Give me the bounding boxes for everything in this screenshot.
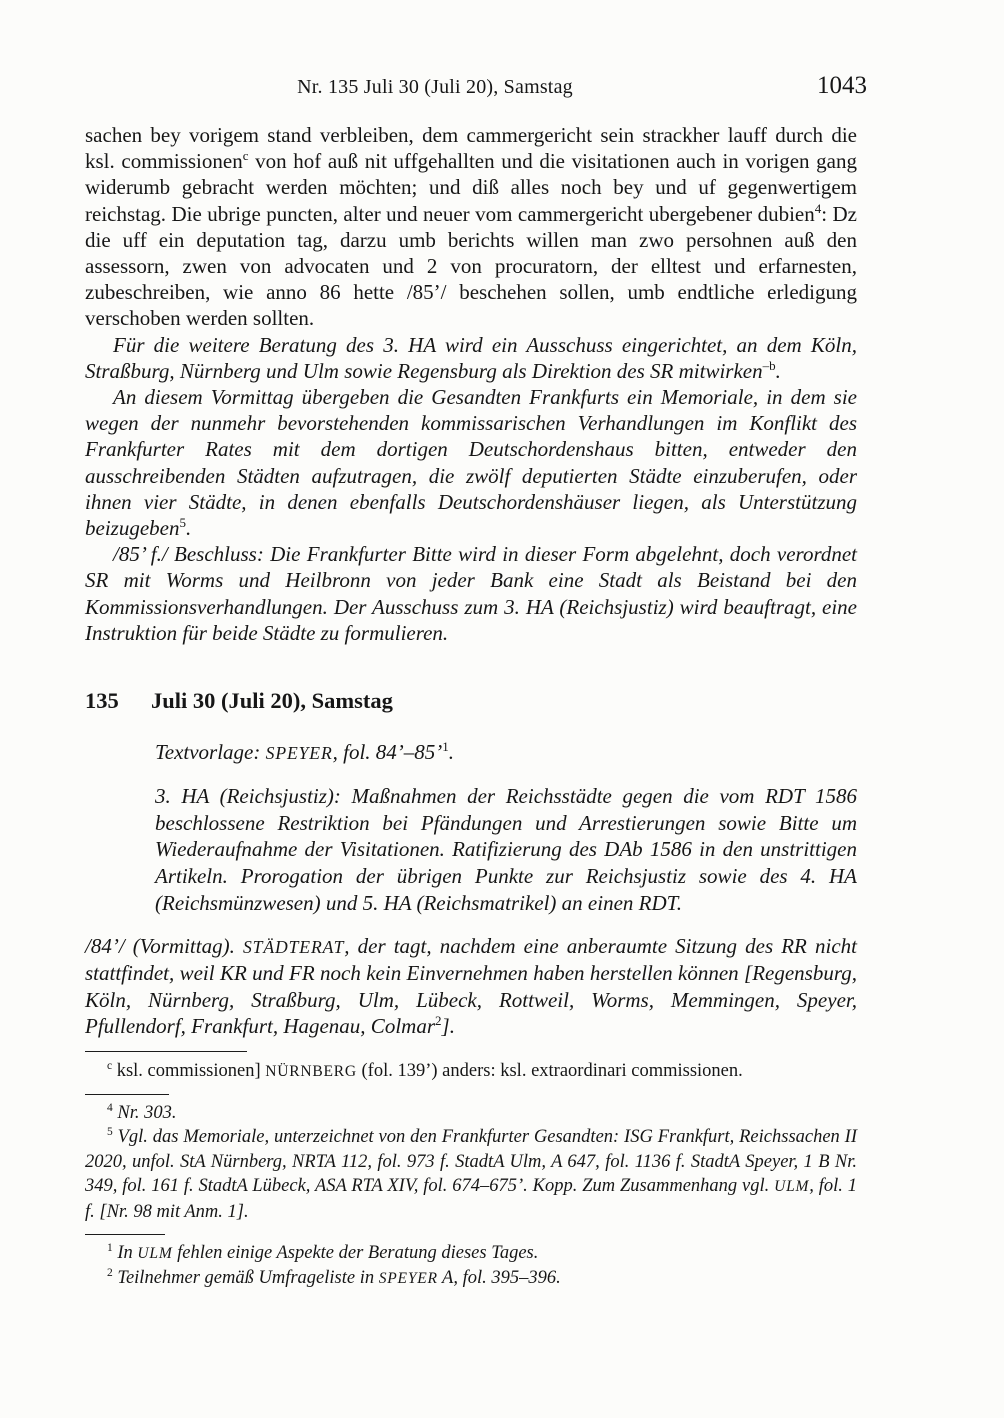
paragraph-session-opening: /84’/ (Vormittag). STÄDTERAT, der tagt, nachdem eine anberaumte Sitzung des RR nicht stattfindet, weil KR und FR noch kein Einvernehmen haben herstellen können [Regensburg, Köln, Nürnberg, Straßburg, Ulm, Lübeck, Rottweil, Worms, Memmingen, Speyer, Pfullendorf, Frankfurt, Hagenau, Colmar$^2$]. [85, 934, 857, 1038]
footnote-critical-c: $^c$ ksl. commissionen] NÜRNBERG (fol. 139’) anders: ksl. extraordinari commissionen. [107, 1059, 743, 1082]
entry-heading [85, 688, 857, 714]
footnote-1: $^1$ In ULM fehlen einige Aspekte der Beratung dieses Tages. [107, 1241, 539, 1263]
paragraph-protocol-continuation: sachen bey vorigem stand verbleiben, dem cammergericht sein strackher lauff durch die ksl. commissionen$^c$ von hof auß nit uffgehallten und die visitationen auch in vorigen gang widerumb gebracht werden möchten; und diß alles noch bey und uf gegenwertigem reichstag. Die ubrige puncten, alter und neuer vom cammergericht ubergebener dubien$^4$: Dz die uff ein deputation tag, darzu umb berichts willen man zwo persohnen auß den assessorn, zwen von advocaten und 2 von procuratorn, der elltest und erfarnesten, zubeschreiben, wie anno 86 hette /85’/ beschehen sollen, umb endtliche erledigung verschoben werden sollten. [85, 123, 857, 331]
entry-title: Juli 30 (Juli 20), Samstag [151, 688, 393, 714]
page-number: 1043 [817, 72, 867, 99]
text-block [85, 122, 857, 1039]
footnote-4: $^4$ Nr. 303. [107, 1101, 177, 1123]
paragraph-summary-beschluss: /85’ f./ Beschluss: Die Frankfurter Bitte wird in dieser Form abgelehnt, doch verordnet SR mit Worms und Heilbronn von jeder Bank eine Stadt als Beistand bei den Kommissionsverhandlungen. Der Ausschuss zum 3. HA (Reichsjustiz) wird beauftragt, eine Instruktion für beide Städte zu formulieren. [85, 542, 857, 645]
footnote-separator-critical [85, 1051, 247, 1052]
running-header [85, 72, 867, 106]
textvorlage-line: Textvorlage: SPEYER, fol. 84’–85’$^1$. [155, 739, 455, 765]
footnote-separator-commentary [85, 1094, 169, 1095]
paragraph-summary-ausschuss: Für die weitere Beratung des 3. HA wird ein Ausschuss eingerichtet, an dem Köln, Straßburg, Nürnberg und Ulm sowie Regensburg als Direktion des SR mitwirken$^{-b}$. [85, 332, 857, 383]
running-header-title: Nr. 135 Juli 30 (Juli 20), Samstag [297, 76, 573, 98]
entry-number: 135 [85, 688, 119, 714]
footnote-5: $^5$ Vgl. das Memoriale, unterzeichnet von den Frankfurter Gesandten: ISG Frankfurt, Reichssachen II 2020, unfol. StA Nürnberg, NRTA 112, fol. 973 f. StadtA Ulm, A 647, fol. 1136 f. StadtA Speyer, 1 B Nr. 349, fol. 161 f. StadtA Lübeck, ASA RTA XIV, fol. 674–675’. Kopp. Zum Zusammenhang vgl. ULM, fol. 1 f. [Nr. 98 mit Anm. 1]. [85, 1126, 858, 1223]
regest-paragraph: 3. HA (Reichsjustiz): Maßnahmen der Reichsstädte gegen die vom RDT 1586 beschlossene Restriktion bei Pfändungen und Arrestierungen sowie Bitte um Wiederaufnahme der Visitationen. Ratifizierung des DAb 1586 in den unstrittigen Artikeln. Prorogation der übrigen Punkte zur Reichsjustiz sowie des 4. HA (Reichsmünzwesen) und 5. HA (Reichsmatrikel) an einen RDT. [155, 784, 857, 915]
footnote-separator-text [85, 1234, 165, 1235]
footnotes-area [85, 1051, 857, 1292]
paragraph-summary-memoriale: An diesem Vormittag übergeben die Gesandten Frankfurts ein Memoriale, in dem sie wegen der nunmehr bevorstehenden kommissarischen Verhandlungen im Konflikt des Frankfurter Rates mit dem dortigen Deutschordenshaus bitten, entweder den ausschreibenden Städten aufzutragen, die zwölf deputierten Städte einzuberufen, oder ihnen vier Städte, in denen ebenfalls Deutschordenshäuser liegen, als Unterstützung beizugeben$^5$. [85, 385, 857, 541]
footnote-2: $^2$ Teilnehmer gemäß Umfrageliste in SPEYER A, fol. 395–396. [107, 1267, 561, 1289]
